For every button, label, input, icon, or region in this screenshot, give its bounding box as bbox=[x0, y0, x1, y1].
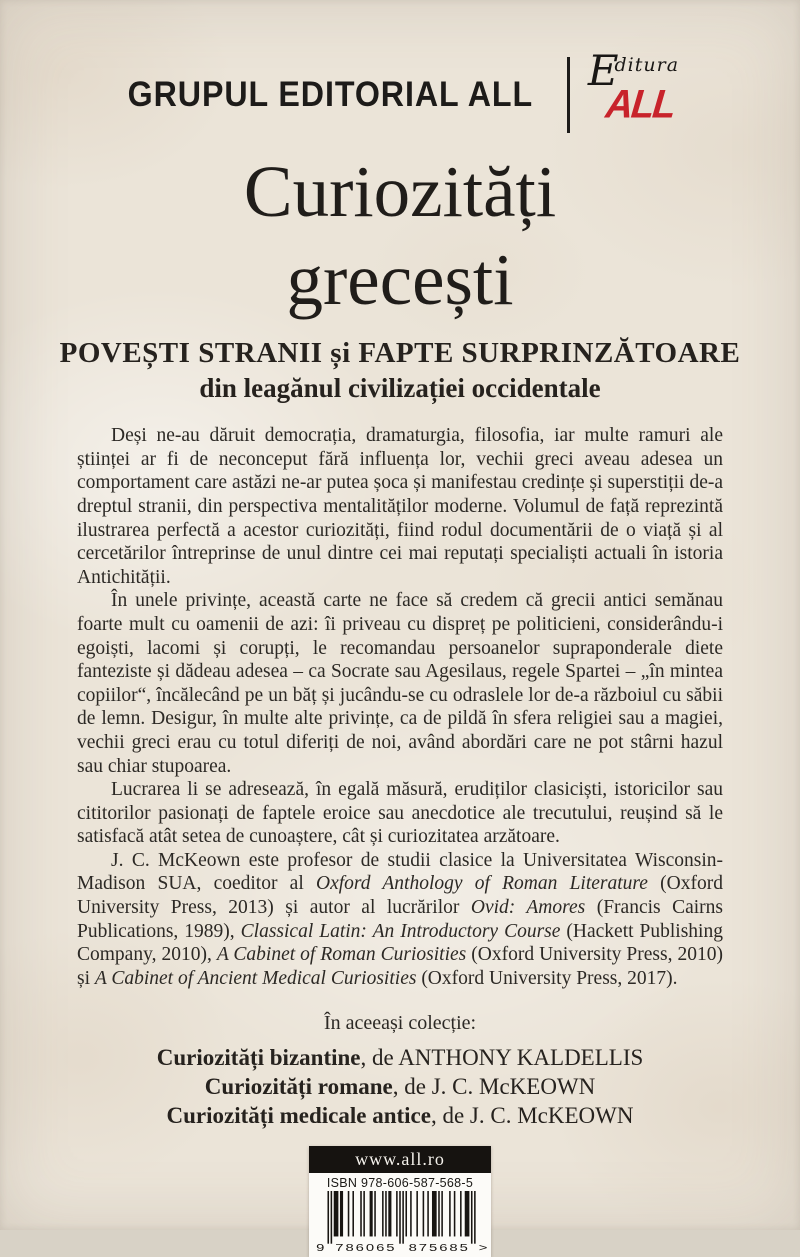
collection-item-author: , de J. C. McKEOWN bbox=[392, 1074, 596, 1100]
publisher-header bbox=[0, 0, 800, 138]
book-title-line2: grecești bbox=[286, 238, 514, 320]
collection-item bbox=[0, 1072, 800, 1101]
collection-section bbox=[0, 1012, 800, 1130]
work-title: Ovid: Amores bbox=[470, 897, 586, 919]
publisher-name: GRUPUL EDITORIAL ALL bbox=[127, 75, 534, 114]
paragraph-text: J. C. McKeown este profesor de studii clasice la Universitatea Wisconsin-Madison SUA, coeditor al bbox=[77, 849, 723, 895]
work-title: Oxford Anthology of Roman Literature bbox=[315, 873, 648, 895]
paragraph-text: (Oxford University Press, 2010) și bbox=[77, 944, 723, 989]
book-subtitle-line2: din leagănul civilizației occidentale bbox=[199, 373, 601, 404]
paragraph-text: Lucrarea li se adresează, în egală măsură, erudiților clasiciști, istoricilor sau cititorilor pasionați de faptele eroice sau anecdotice ale trecutului, reușind să le satisfacă atât setea de cunoaștere, cât și curiozitatea arzătoare. bbox=[77, 779, 723, 848]
description-paragraph bbox=[77, 424, 723, 589]
logo-script-initial: E bbox=[587, 46, 619, 95]
work-title: Classical Latin: An Introductory Course bbox=[240, 920, 561, 942]
description-paragraph bbox=[77, 778, 723, 849]
book-subtitle-line1: POVEȘTI STRANII și FAPTE SURPRINZĂTOARE bbox=[59, 337, 741, 370]
svg-text:>: > bbox=[478, 1242, 488, 1254]
collection-item bbox=[0, 1101, 800, 1130]
paragraph-text: (Oxford University Press, 2017). bbox=[416, 967, 678, 989]
paragraph-text: (Francis Cairns Publications, 1989), bbox=[77, 897, 723, 942]
work-title: A Cabinet of Ancient Medical Curiosities bbox=[94, 967, 417, 989]
collection-item-author: , de ANTHONY KALDELLIS bbox=[360, 1045, 644, 1071]
book-subtitle bbox=[0, 337, 800, 404]
isbn-box bbox=[309, 1173, 491, 1257]
publisher-website: www.all.ro bbox=[309, 1146, 491, 1173]
paragraph-text: (Hackett Publishing Company, 2010), bbox=[77, 920, 723, 966]
svg-text:875685: 875685 bbox=[408, 1242, 468, 1254]
collection-items bbox=[0, 1043, 800, 1130]
paragraph-text: Deși ne-au dăruit democrația, dramaturgia, filosofia, iar multe ramuri ale științei ar fi de neconceput fără influența lor, vechii greci aveau adesea un comportament care astăzi ne-ar putea șoca și manifestau credințe și superstiții de-a dreptul stranii, din perspectiva mentalităților moderne. Volumul de față reprezintă ilustrarea perfectă a acestor curiozități, fiind rodul documentării de o viață și al cercetărilor întreprinse de unul dintre cei mai reputați specialiști actuali în istoria Antichității. bbox=[77, 425, 723, 588]
collection-item-author: , de J. C. McKEOWN bbox=[430, 1103, 634, 1129]
book-title bbox=[0, 148, 800, 323]
barcode-block bbox=[309, 1146, 491, 1257]
description bbox=[77, 424, 723, 990]
collection-item-title: Curiozități medicale antice bbox=[166, 1103, 431, 1129]
logo-script-rest: ditura bbox=[614, 54, 680, 76]
editura-all-logo-icon bbox=[586, 46, 690, 138]
paragraph-text: În unele privințe, această carte ne face să credem că grecii antici semănau foarte mult cu oamenii de azi: îi priveau cu dispreț pe politicieni, considerându-i egoiști, lacomi și corupți, le recomandau persoanelor supraponderale diete fanteziste și dădeau adesea – ca Socrate sau Agesilaus, regele Spartei – „în mintea copiilor“, încălecând pe un băț și jucându-se cu odraslele lor de-a războiul cu săbii de lemn. Desigur, în multe alte privințe, ca de pildă în sfera religiei sau a magiei, vechii greci erau cu totul diferiți de noi, având abordări care ne pot stârni hazul sau chiar stupoarea. bbox=[77, 590, 723, 777]
collection-item-title: Curiozități romane bbox=[204, 1074, 393, 1100]
paragraph-text: (Oxford University Press, 2013) și autor al lucrărilor bbox=[77, 873, 723, 919]
header-divider bbox=[567, 57, 570, 133]
work-title: A Cabinet of Roman Curiosities bbox=[216, 944, 467, 966]
book-title-line1: Curiozități bbox=[243, 151, 557, 232]
description-paragraph bbox=[77, 849, 723, 991]
collection-heading: În aceeași colecție: bbox=[323, 1012, 477, 1035]
logo-brand-text: ALL bbox=[603, 82, 677, 128]
description-paragraph bbox=[77, 589, 723, 778]
collection-item bbox=[0, 1043, 800, 1072]
isbn-label: ISBN 978-606-587-568-5 bbox=[326, 1176, 474, 1191]
svg-text:9: 9 bbox=[316, 1242, 325, 1254]
collection-item-title: Curiozități bizantine bbox=[156, 1045, 361, 1071]
svg-text:786065: 786065 bbox=[335, 1242, 395, 1254]
ean13-barcode-icon bbox=[315, 1191, 488, 1254]
